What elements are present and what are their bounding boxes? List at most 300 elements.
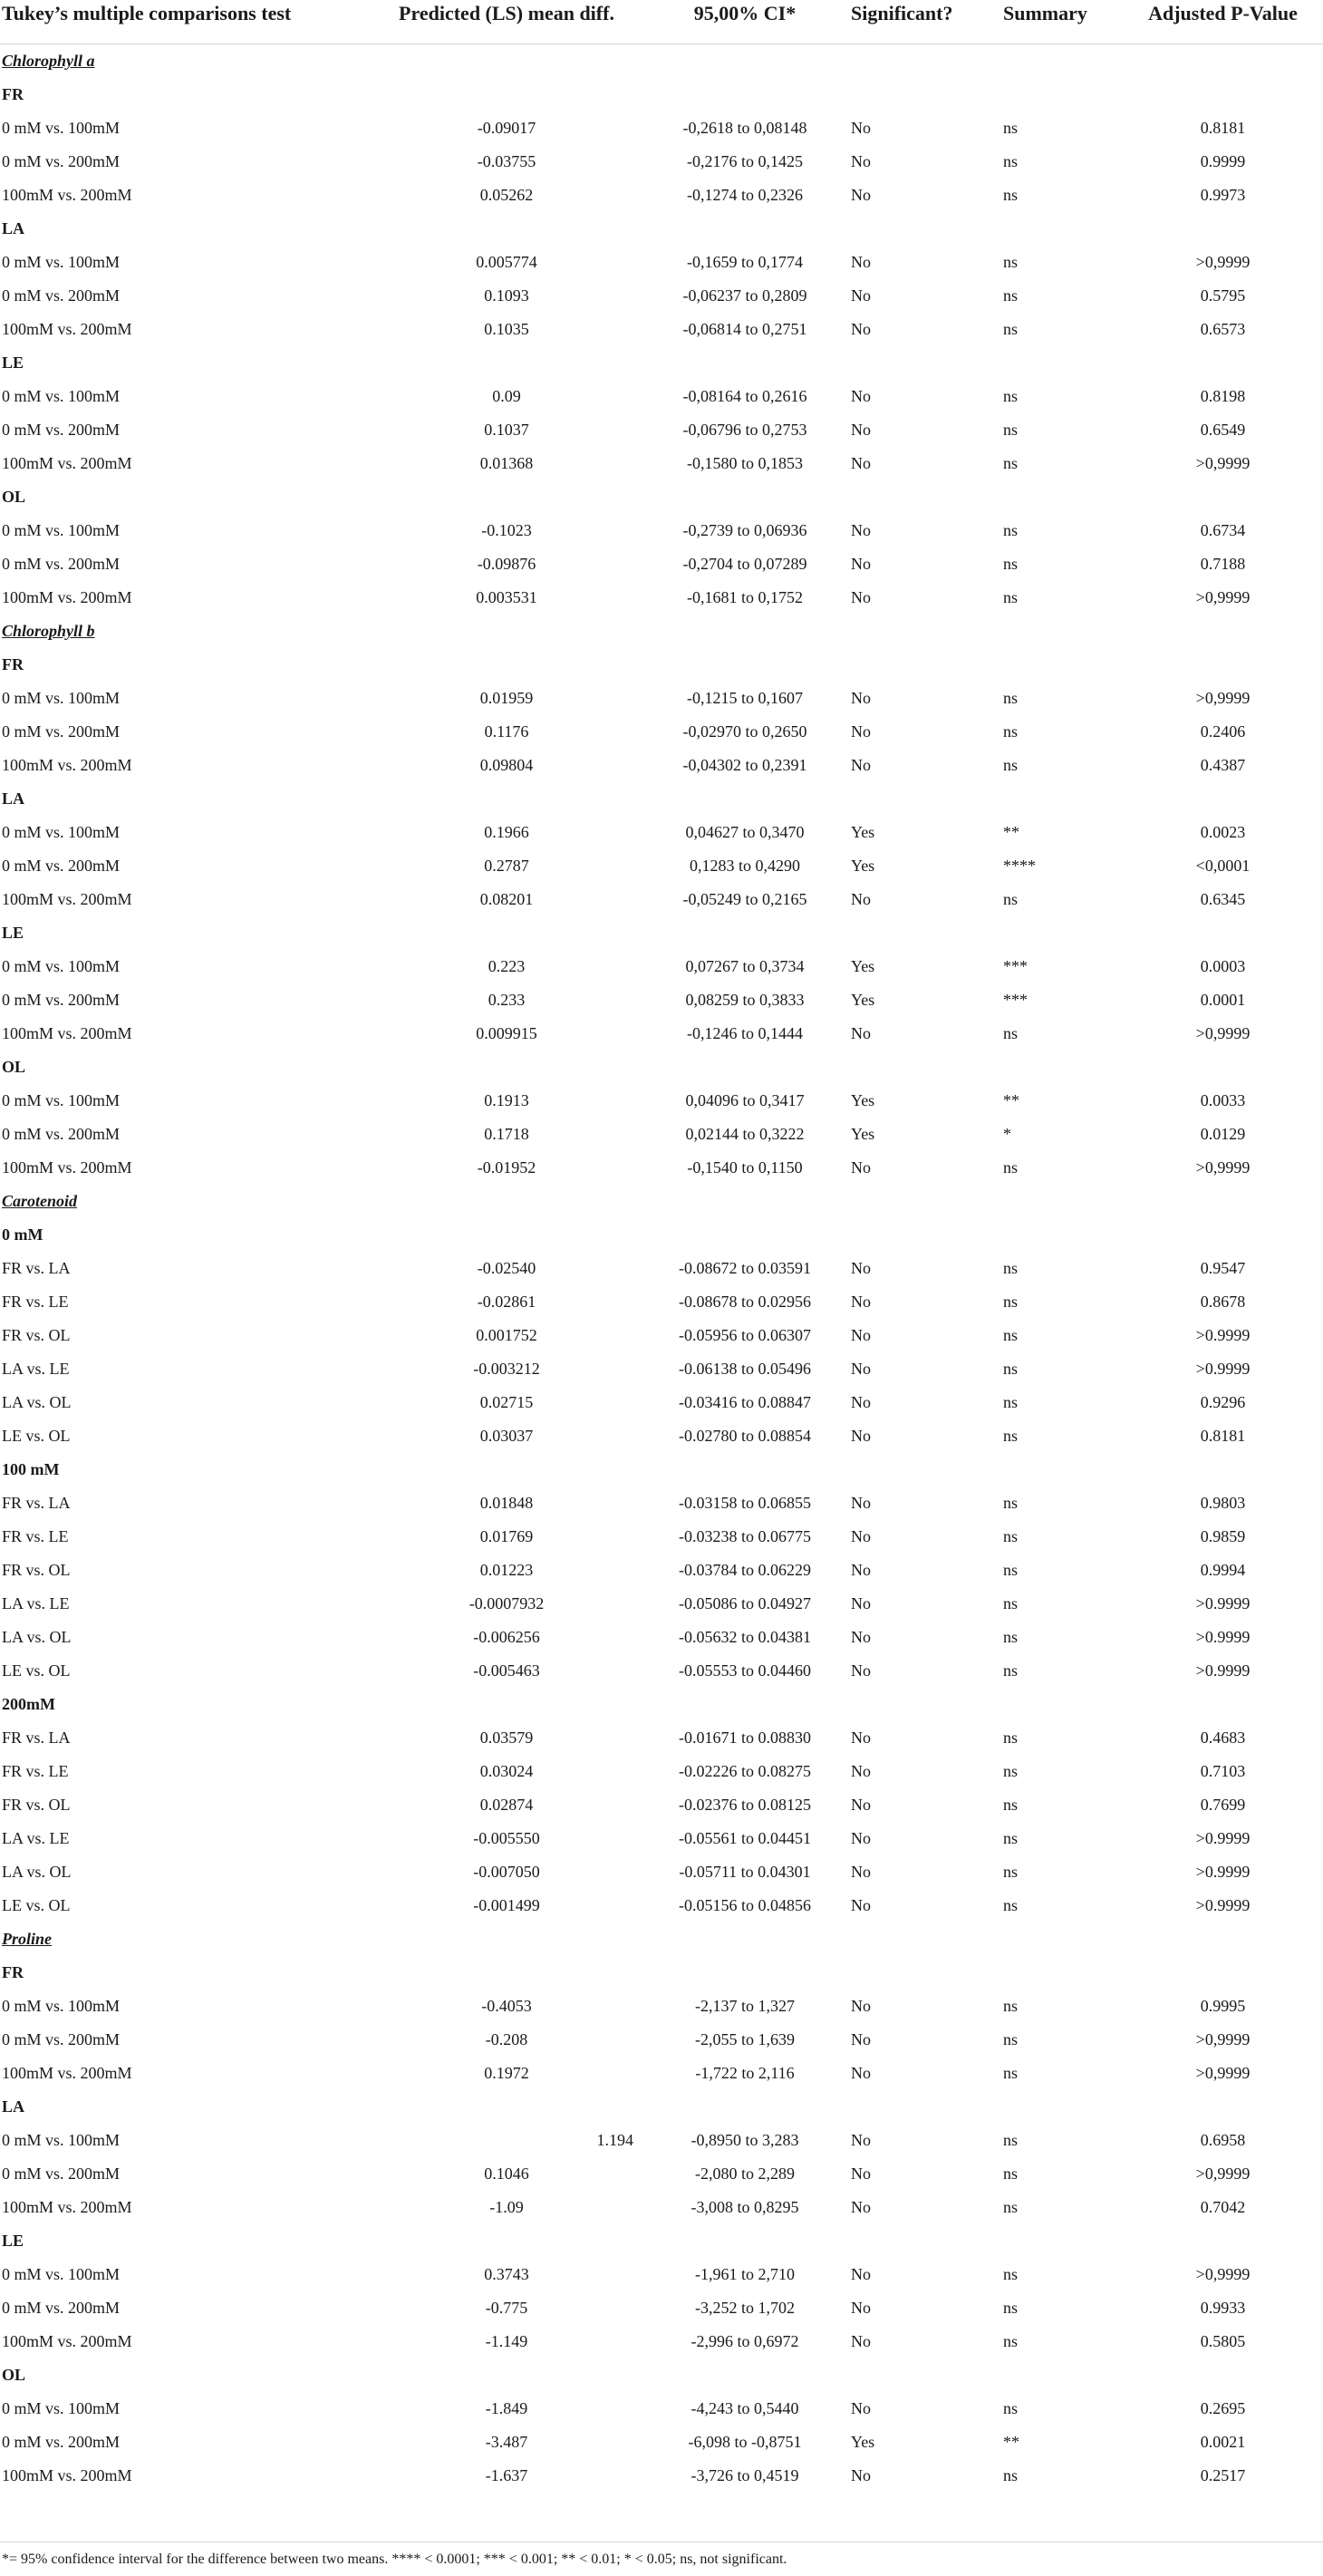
table-body (0, 44, 1323, 2494)
comparison-cell: 0 mM vs. 200mM (2, 991, 121, 1009)
ci-cell: -0,1274 to 0,2326 (687, 186, 803, 204)
comparison-cell: 0 mM vs. 200mM (2, 2164, 121, 2183)
header-mean-diff: Predicted (LS) mean diff. (367, 0, 646, 44)
ci-cell: 0,04627 to 0,3470 (685, 823, 805, 841)
significant-cell: Yes (851, 1091, 875, 1109)
summary-cell: ns (1003, 2198, 1019, 2216)
significant-cell: No (851, 1628, 871, 1646)
ci-cell: -3,726 to 0,4519 (690, 2466, 799, 2484)
group-header-row (0, 1218, 1323, 1252)
comparison-cell: FR vs. LA (2, 1729, 71, 1747)
summary-cell: ns (1003, 1494, 1019, 1512)
table-row (0, 1788, 1323, 1822)
p-value-cell: >0,9999 (1195, 2164, 1251, 2183)
p-value-cell: 0.9859 (1200, 1527, 1246, 1545)
table-row (0, 1084, 1323, 1118)
significant-cell: No (851, 1594, 871, 1612)
summary-cell: ns (1003, 320, 1019, 338)
table-row (0, 111, 1323, 145)
header-ci: 95,00% CI* (646, 0, 844, 44)
group-label: OL (2, 488, 26, 506)
comparison-cell: 0 mM vs. 100mM (2, 689, 121, 707)
group-header-row (0, 2090, 1323, 2124)
comparison-cell: FR vs. LE (2, 1293, 69, 1311)
p-value-cell: 0.8181 (1200, 1427, 1246, 1445)
section-label: Proline (2, 1930, 53, 1948)
group-label: FR (2, 1963, 24, 1981)
group-label: LA (2, 219, 25, 237)
summary-cell: ns (1003, 588, 1019, 606)
comparison-cell: 100mM vs. 200mM (2, 1024, 132, 1042)
group-label: 200mM (2, 1695, 55, 1713)
table-row (0, 145, 1323, 179)
comparison-cell: 0 mM vs. 200mM (2, 421, 121, 439)
ci-cell: -0,2739 to 0,06936 (682, 521, 807, 539)
ci-cell: -6,098 to -0,8751 (688, 2433, 802, 2451)
significant-cell: No (851, 1427, 871, 1445)
significant-cell: Yes (851, 857, 875, 875)
ci-cell: -0,06796 to 0,2753 (682, 421, 807, 439)
ci-cell: -4,243 to 0,5440 (690, 2399, 799, 2417)
table-row (0, 1386, 1323, 1419)
mean-diff-cell: 0.1913 (484, 1091, 529, 1109)
significant-cell: No (851, 1024, 871, 1042)
table-row (0, 2023, 1323, 2057)
summary-cell: **** (1003, 857, 1036, 875)
group-label: LA (2, 789, 25, 808)
summary-cell: ns (1003, 1360, 1019, 1378)
summary-cell: ns (1003, 1997, 1019, 2015)
ci-cell: -0,1580 to 0,1853 (687, 454, 803, 472)
comparison-cell: LA vs. LE (2, 1360, 70, 1378)
ci-cell: 0,07267 to 0,3734 (685, 957, 805, 975)
comparison-cell: 100mM vs. 200mM (2, 588, 132, 606)
table-row (0, 581, 1323, 615)
ci-cell: -0,1540 to 0,1150 (687, 1158, 803, 1177)
significant-cell: No (851, 1158, 871, 1177)
comparison-cell: 0 mM vs. 100mM (2, 521, 121, 539)
header-comparison: Tukey’s multiple comparisons test (0, 0, 367, 44)
section-label: Chlorophyll b (2, 622, 95, 640)
table-row (0, 447, 1323, 480)
group-header-row (0, 916, 1323, 950)
significant-cell: No (851, 2466, 871, 2484)
p-value-cell: 0.0023 (1200, 823, 1246, 841)
mean-diff-cell: 0.01223 (479, 1561, 534, 1579)
p-value-cell: 0.5805 (1200, 2332, 1246, 2350)
mean-diff-cell: -0.02861 (477, 1293, 536, 1311)
mean-diff-cell: 0.1037 (484, 421, 529, 439)
summary-cell: ns (1003, 387, 1019, 405)
table-row (0, 1118, 1323, 1151)
group-header-row (0, 1051, 1323, 1084)
comparison-cell: 0 mM vs. 200mM (2, 152, 121, 170)
comparison-cell: 0 mM vs. 100mM (2, 1091, 121, 1109)
significant-cell: No (851, 1360, 871, 1378)
mean-diff-cell: -0.4053 (481, 1997, 532, 2015)
group-label: LA (2, 2097, 25, 2116)
comparison-cell: 0 mM vs. 100mM (2, 2131, 121, 2149)
ci-cell: -0,1215 to 0,1607 (687, 689, 803, 707)
significant-cell: No (851, 756, 871, 774)
mean-diff-cell: 0.1176 (484, 722, 529, 741)
comparison-cell: FR vs. LE (2, 1762, 69, 1780)
mean-diff-cell: -0.003212 (473, 1360, 540, 1378)
mean-diff-cell: -1.149 (485, 2332, 528, 2350)
significant-cell: No (851, 1796, 871, 1814)
summary-cell: *** (1003, 957, 1028, 975)
group-label: FR (2, 655, 24, 673)
group-header-row (0, 78, 1323, 111)
summary-cell: ns (1003, 1594, 1019, 1612)
significant-cell: No (851, 1393, 871, 1411)
summary-cell: ns (1003, 2064, 1019, 2082)
ci-cell: -2,080 to 2,289 (695, 2164, 795, 2183)
summary-cell: ns (1003, 1661, 1019, 1680)
table-row (0, 1587, 1323, 1621)
table-row (0, 849, 1323, 883)
ci-cell: -0.01671 to 0.08830 (679, 1729, 811, 1747)
p-value-cell: 0.8198 (1200, 387, 1246, 405)
p-value-cell: 0.2517 (1200, 2466, 1246, 2484)
section-header-row (0, 44, 1323, 79)
table-row (0, 749, 1323, 782)
p-value-cell: 0.6549 (1200, 421, 1246, 439)
comparison-cell: 0 mM vs. 200mM (2, 857, 121, 875)
summary-cell: ** (1003, 1091, 1019, 1109)
significant-cell: Yes (851, 1125, 875, 1143)
comparison-cell: 100mM vs. 200mM (2, 890, 132, 908)
table-row (0, 2191, 1323, 2224)
ci-cell: -0,2618 to 0,08148 (682, 119, 807, 137)
mean-diff-cell: 0.1093 (484, 286, 529, 305)
table-footnote: *= 95% confidence interval for the difference between two means. **** < 0.0001; *** < 0.001; ** < 0.01; * < 0.05; ns, not significant. (0, 2542, 1323, 2568)
table-row (0, 2426, 1323, 2459)
p-value-cell: >0,9999 (1195, 588, 1251, 606)
summary-cell: ns (1003, 2030, 1019, 2048)
table-row (0, 1889, 1323, 1922)
significant-cell: No (851, 253, 871, 271)
summary-cell: ns (1003, 1729, 1019, 1747)
table-row (0, 1252, 1323, 1285)
comparison-cell: 100mM vs. 200mM (2, 2198, 132, 2216)
significant-cell: No (851, 1259, 871, 1277)
comparison-cell: 0 mM vs. 200mM (2, 286, 121, 305)
summary-cell: ns (1003, 1427, 1019, 1445)
ci-cell: -0.05086 to 0.04927 (679, 1594, 811, 1612)
mean-diff-cell: 0.233 (488, 991, 526, 1009)
summary-cell: ns (1003, 1796, 1019, 1814)
group-label: LE (2, 924, 24, 942)
summary-cell: ns (1003, 2131, 1019, 2149)
mean-diff-cell: 0.02874 (479, 1796, 534, 1814)
ci-cell: -0,04302 to 0,2391 (682, 756, 807, 774)
mean-diff-cell: 0.03024 (479, 1762, 534, 1780)
p-value-cell: 0.2406 (1200, 722, 1246, 741)
section-header-row (0, 1185, 1323, 1218)
summary-cell: ns (1003, 1896, 1019, 1914)
p-value-cell: 0.9296 (1200, 1393, 1246, 1411)
p-value-cell: 0.0033 (1200, 1091, 1246, 1109)
table-row (0, 2057, 1323, 2090)
group-header-row (0, 480, 1323, 514)
section-header-row (0, 1922, 1323, 1956)
table-row (0, 1721, 1323, 1755)
significant-cell: No (851, 1661, 871, 1680)
p-value-cell: 0.9547 (1200, 1259, 1246, 1277)
p-value-cell: 0.6345 (1200, 890, 1246, 908)
comparison-cell: 0 mM vs. 100mM (2, 253, 121, 271)
summary-cell: ns (1003, 286, 1019, 305)
mean-diff-cell: -1.637 (485, 2466, 528, 2484)
mean-diff-cell: 0.005774 (476, 253, 537, 271)
table-row (0, 883, 1323, 916)
significant-cell: No (851, 555, 871, 573)
ci-cell: -0.03158 to 0.06855 (679, 1494, 811, 1512)
ci-cell: 0,1283 to 0,4290 (689, 857, 800, 875)
table-row (0, 1319, 1323, 1352)
comparison-cell: 100mM vs. 200mM (2, 756, 132, 774)
mean-diff-cell: -3.487 (485, 2433, 528, 2451)
p-value-cell: >0,9999 (1195, 2064, 1251, 2082)
table-row (0, 682, 1323, 715)
mean-diff-cell: -0.005463 (473, 1661, 540, 1680)
significant-cell: No (851, 320, 871, 338)
mean-diff-cell: -0.1023 (481, 521, 532, 539)
table-row (0, 1822, 1323, 1855)
comparison-cell: FR vs. OL (2, 1326, 71, 1344)
summary-cell: ns (1003, 2399, 1019, 2417)
comparison-cell: LA vs. LE (2, 1829, 70, 1847)
summary-cell: ns (1003, 1628, 1019, 1646)
summary-cell: ns (1003, 2299, 1019, 2317)
header-summary: Summary (996, 0, 1123, 44)
summary-cell: ns (1003, 454, 1019, 472)
mean-diff-cell: -0.09017 (477, 119, 536, 137)
significant-cell: No (851, 1729, 871, 1747)
mean-diff-cell: -0.775 (485, 2299, 528, 2317)
significant-cell: No (851, 1561, 871, 1579)
comparison-cell: 0 mM vs. 100mM (2, 1997, 121, 2015)
table-row (0, 279, 1323, 313)
summary-cell: ns (1003, 756, 1019, 774)
summary-cell: ns (1003, 1393, 1019, 1411)
comparison-cell: FR vs. LA (2, 1494, 71, 1512)
comparison-cell: FR vs. LA (2, 1259, 71, 1277)
summary-cell: ns (1003, 2332, 1019, 2350)
significant-cell: No (851, 186, 871, 204)
mean-diff-cell: -0.208 (485, 2030, 528, 2048)
comparison-cell: 0 mM vs. 100mM (2, 2265, 121, 2283)
p-value-cell: 0.0001 (1200, 991, 1246, 1009)
mean-diff-cell: 0.1972 (484, 2064, 529, 2082)
p-value-cell: >0.9999 (1195, 1661, 1251, 1680)
p-value-cell: 0.0129 (1200, 1125, 1246, 1143)
comparison-cell: 0 mM vs. 100mM (2, 387, 121, 405)
p-value-cell: 0.9995 (1200, 1997, 1246, 2015)
significant-cell: No (851, 1863, 871, 1881)
p-value-cell: >0,9999 (1195, 454, 1251, 472)
comparison-cell: LA vs. OL (2, 1628, 72, 1646)
mean-diff-cell: 0.01769 (479, 1527, 534, 1545)
significant-cell: No (851, 2030, 871, 2048)
mean-diff-cell: -0.02540 (477, 1259, 536, 1277)
p-value-cell: 0.6573 (1200, 320, 1246, 338)
summary-cell: ns (1003, 253, 1019, 271)
ci-cell: -0.08678 to 0.02956 (679, 1293, 811, 1311)
significant-cell: No (851, 588, 871, 606)
p-value-cell: >0,9999 (1195, 1158, 1251, 1177)
ci-cell: 0,04096 to 0,3417 (685, 1091, 805, 1109)
table-row (0, 179, 1323, 212)
table-row (0, 1419, 1323, 1453)
ci-cell: -2,055 to 1,639 (695, 2030, 795, 2048)
ci-cell: -0,1659 to 0,1774 (687, 253, 803, 271)
significant-cell: No (851, 1293, 871, 1311)
significant-cell: No (851, 1527, 871, 1545)
summary-cell: ns (1003, 1158, 1019, 1177)
group-header-row (0, 648, 1323, 682)
ci-cell: -0.02226 to 0.08275 (679, 1762, 811, 1780)
mean-diff-cell: 0.1046 (484, 2164, 529, 2183)
table-row (0, 547, 1323, 581)
significant-cell: No (851, 387, 871, 405)
comparison-cell: LE vs. OL (2, 1661, 71, 1680)
comparison-cell: 100mM vs. 200mM (2, 454, 132, 472)
comparison-cell: 0 mM vs. 200mM (2, 555, 121, 573)
p-value-cell: 0.9803 (1200, 1494, 1246, 1512)
header-p-value: Adjusted P-Value (1123, 0, 1323, 44)
mean-diff-cell: 0.2787 (484, 857, 529, 875)
summary-cell: *** (1003, 991, 1028, 1009)
group-header-row (0, 1688, 1323, 1721)
significant-cell: Yes (851, 2433, 875, 2451)
summary-cell: ** (1003, 823, 1019, 841)
group-header-row (0, 1956, 1323, 1990)
mean-diff-cell: 0.03579 (479, 1729, 534, 1747)
section-label: Chlorophyll a (2, 52, 95, 70)
p-value-cell: 0.0003 (1200, 957, 1246, 975)
header-significant: Significant? (844, 0, 996, 44)
ci-cell: -0.03238 to 0.06775 (679, 1527, 811, 1545)
comparison-cell: FR vs. LE (2, 1527, 69, 1545)
ci-cell: -0.06138 to 0.05496 (679, 1360, 811, 1378)
mean-diff-cell: 0.009915 (476, 1024, 537, 1042)
mean-diff-cell: 0.08201 (479, 890, 534, 908)
ci-cell: -2,996 to 0,6972 (690, 2332, 799, 2350)
significant-cell: No (851, 2198, 871, 2216)
p-value-cell: 0.7188 (1200, 555, 1246, 573)
significant-cell: Yes (851, 823, 875, 841)
comparison-cell: FR vs. OL (2, 1561, 71, 1579)
comparison-cell: LE vs. OL (2, 1427, 71, 1445)
p-value-cell: >0.9999 (1195, 1326, 1251, 1344)
significant-cell: No (851, 722, 871, 741)
significant-cell: No (851, 421, 871, 439)
table-row (0, 2291, 1323, 2325)
ci-cell: -0.05156 to 0.04856 (679, 1896, 811, 1914)
summary-cell: ns (1003, 521, 1019, 539)
mean-diff-cell: -0.007050 (473, 1863, 540, 1881)
mean-diff-cell: 0.001752 (476, 1326, 537, 1344)
group-label: OL (2, 1058, 26, 1076)
p-value-cell: 0.6958 (1200, 2131, 1246, 2149)
p-value-cell: >0,9999 (1195, 689, 1251, 707)
summary-cell: ns (1003, 152, 1019, 170)
comparison-cell: 100mM vs. 200mM (2, 320, 132, 338)
section-label: Carotenoid (2, 1192, 78, 1210)
p-value-cell: >0.9999 (1195, 1594, 1251, 1612)
ci-cell: -0.05632 to 0.04381 (679, 1628, 811, 1646)
table-row (0, 950, 1323, 983)
significant-cell: No (851, 1829, 871, 1847)
table-row (0, 816, 1323, 849)
table-row (0, 1621, 1323, 1654)
summary-cell: ns (1003, 1293, 1019, 1311)
ci-cell: 0,02144 to 0,3222 (685, 1125, 805, 1143)
table-row (0, 313, 1323, 346)
group-label: 0 mM (2, 1225, 43, 1244)
comparison-cell: 100mM vs. 200mM (2, 1158, 132, 1177)
summary-cell: * (1003, 1125, 1011, 1143)
ci-cell: -0.05553 to 0.04460 (679, 1661, 811, 1680)
table-row (0, 983, 1323, 1017)
significant-cell: No (851, 152, 871, 170)
table-row (0, 2258, 1323, 2291)
p-value-cell: 0.4683 (1200, 1729, 1246, 1747)
group-label: LE (2, 353, 24, 372)
summary-cell: ns (1003, 1259, 1019, 1277)
summary-cell: ** (1003, 2433, 1019, 2451)
p-value-cell: 0.7103 (1200, 1762, 1246, 1780)
mean-diff-cell: 0.1718 (484, 1125, 529, 1143)
group-header-row (0, 782, 1323, 816)
summary-cell: ns (1003, 722, 1019, 741)
ci-cell: -2,137 to 1,327 (695, 1997, 795, 2015)
table-row (0, 380, 1323, 413)
significant-cell: No (851, 119, 871, 137)
table-row (0, 1654, 1323, 1688)
summary-cell: ns (1003, 186, 1019, 204)
ci-cell: -0,2176 to 0,1425 (687, 152, 803, 170)
significant-cell: No (851, 521, 871, 539)
summary-cell: ns (1003, 2466, 1019, 2484)
p-value-cell: 0.8181 (1200, 119, 1246, 137)
group-label: FR (2, 85, 24, 103)
table-row (0, 2157, 1323, 2191)
table-row (0, 1151, 1323, 1185)
p-value-cell: 0.9994 (1200, 1561, 1246, 1579)
comparison-cell: LA vs. OL (2, 1393, 72, 1411)
p-value-cell: >0.9999 (1195, 1896, 1251, 1914)
comparison-cell: 0 mM vs. 100mM (2, 823, 121, 841)
group-label: OL (2, 2366, 26, 2384)
mean-diff-cell: 0.003531 (476, 588, 537, 606)
ci-cell: -0,05249 to 0,2165 (682, 890, 807, 908)
group-label: LE (2, 2232, 24, 2250)
table-row (0, 1487, 1323, 1520)
p-value-cell: 0.9973 (1200, 186, 1246, 204)
table-row (0, 715, 1323, 749)
ci-cell: -1,961 to 2,710 (695, 2265, 795, 2283)
group-label: 100 mM (2, 1460, 60, 1478)
mean-diff-cell: 0.01959 (479, 689, 534, 707)
p-value-cell: 0.7699 (1200, 1796, 1246, 1814)
table-row (0, 2392, 1323, 2426)
mean-diff-cell: 0.1966 (484, 823, 529, 841)
comparison-cell: 0 mM vs. 200mM (2, 2433, 121, 2451)
significant-cell: No (851, 2064, 871, 2082)
